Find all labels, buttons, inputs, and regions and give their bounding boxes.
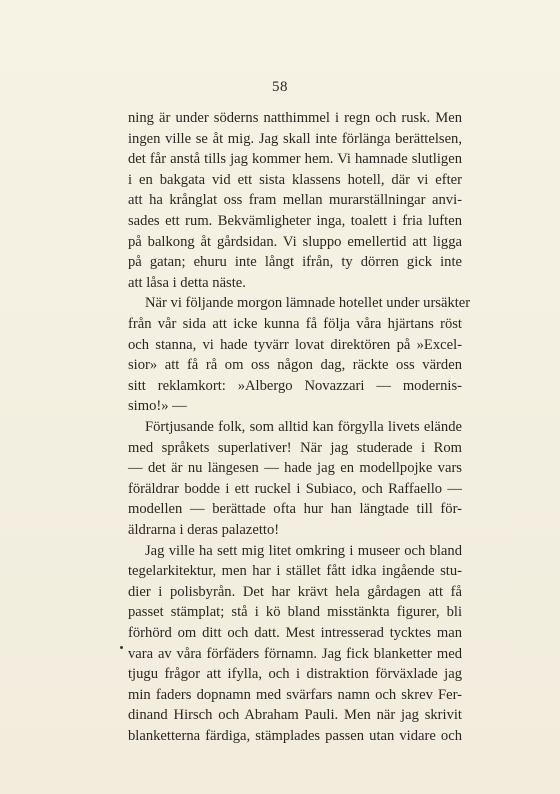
text-line: sior» att få rå om oss någon dag, räckte oss värden [128,357,462,374]
text-line: äldrarna i deras palazetto! [128,522,280,538]
text-line: dier i polisbyrån. Det har krävt hela gårdagen att få [128,583,462,600]
text-line: När vi följande morgon lämnade hotellet under ursäkter [145,295,471,312]
text-line: sades ett rum. Bekvämligheter inga, toalett i fria luften [128,213,462,229]
text-line: att ha krånglat oss fram mellan murarställningar anvi- [128,192,462,209]
text-line: vara av våra förfäders förnamn. Jag fick blanketter med [128,645,462,662]
text-line: Jag ville ha sett mig litet omkring i museer och bland [145,542,462,559]
text-line: att låsa i detta näste. [128,274,246,291]
text-line: — det är nu längesen — hade jag en modellpojke vars [128,460,462,477]
text-line: dinand Hirsch och Abraham Pauli. Men när jag skrivit [128,707,462,724]
text-line: i en bakgata vid ett sista klassens hotell, där vi efter [128,171,462,188]
text-line: passet stämplat; stå i kö bland misstänkta figurer, bli [128,604,462,621]
text-line: förhörd om ditt och datt. Mest intresserad tycktes man [128,625,462,641]
text-line: ingen ville se åt mig. Jag skall inte förlänga berättelsen, [128,130,462,147]
text-line: tegelarkitektur, men har i stället fått idka ingående stu- [128,563,462,580]
text-line: föräldrar bodde i ett ruckel i Subiaco, och Raffaello — [128,480,462,497]
text-line: tjugu frågor att ifylla, och i distraktion förväxlade jag [128,666,462,683]
text-line: med språkets superlativer! När jag studerade i Rom [128,439,462,456]
text-line: och stanna, vi hade tyvärr lovat direktören på »Excel- [128,336,462,353]
text-line: min faders dopnamn med svärfars namn och skrev Fer- [128,686,462,703]
text-line: på balkong åt gårdsidan. Vi sluppo emellertid att ligga [128,233,462,250]
text-line: ning är under söderns natthimmel i regn och rusk. Men [128,110,462,126]
text-line: det får anstå tills jag kommer hem. Vi hamnade slutligen [128,151,462,168]
text-line: Förtjusande folk, som alltid kan förgylla livets elände [145,419,462,435]
text-line: simo!» — [128,398,187,415]
text-line: blanketterna färdiga, stämplades passen utan vidare och [128,728,462,744]
text-line: från vår sida att icke kunna få följa våra hjärtans röst [128,316,462,332]
text-line: modellen — berättade ofta hur han längtade till för- [128,501,462,518]
page-number: 58 [272,79,288,95]
text-line: på gatan; ehuru inte långt ifrån, ty dörren gick inte [128,254,462,271]
text-line: sitt reklamkort: »Albergo Novazzari — modernis- [128,377,462,394]
ink-speck [120,646,123,649]
